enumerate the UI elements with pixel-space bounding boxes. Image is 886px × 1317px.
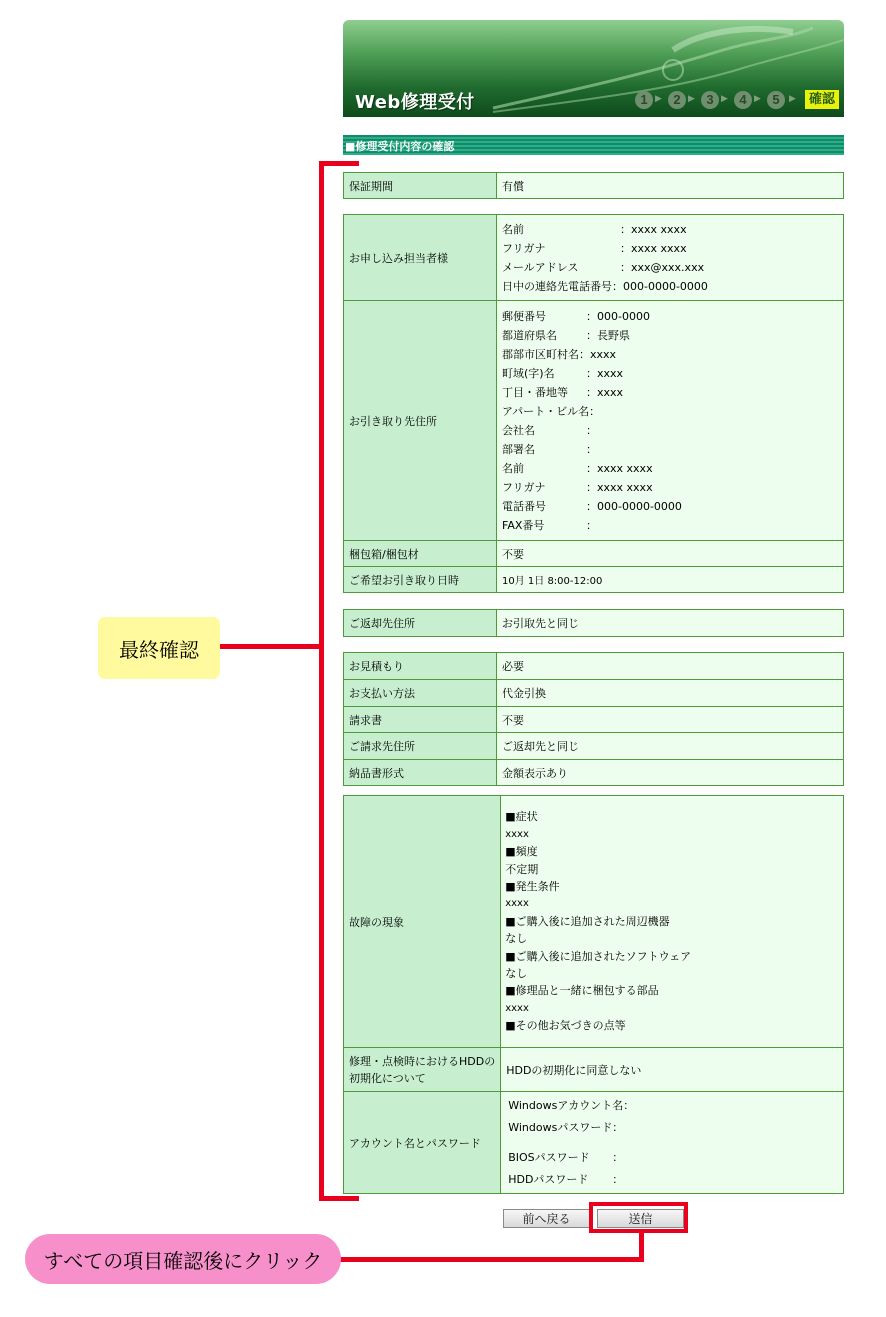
step-arrow-icon: ▶ bbox=[688, 94, 695, 104]
pickup-line: 町域(字)名 ：xxxx bbox=[502, 366, 624, 380]
pickup-label: お引き取り先住所 bbox=[344, 301, 497, 541]
packing-value: 不要 bbox=[497, 541, 844, 567]
table-row bbox=[344, 301, 844, 541]
pickup-line: アパート・ビル名： bbox=[502, 404, 601, 418]
symptom-line: xxxx bbox=[505, 828, 529, 840]
applicant-line: メールアドレス ：xxx@xxx.xxx bbox=[502, 260, 705, 274]
warranty-label: 保証期間 bbox=[344, 173, 497, 199]
contact-table bbox=[343, 214, 844, 593]
step-arrow-icon: ▶ bbox=[789, 94, 796, 104]
step-indicator-3: 3 bbox=[701, 91, 719, 109]
applicant-line: 日中の連絡先電話番号：000-0000-0000 bbox=[502, 279, 708, 293]
symptom-label: 故障の現象 bbox=[344, 796, 501, 1048]
applicant-label: お申し込み担当者様 bbox=[344, 215, 497, 301]
hdd-init-value: HDDの初期化に同意しない bbox=[501, 1048, 844, 1092]
table-row bbox=[344, 680, 844, 707]
pickup-line: 郵便番号 ：000-0000 bbox=[502, 309, 650, 323]
symptom-value bbox=[501, 796, 844, 1048]
invoice-value: 不要 bbox=[497, 707, 844, 733]
account-line: Windowsパスワード： bbox=[508, 1120, 624, 1134]
symptom-line: なし bbox=[505, 932, 528, 946]
billing-address-label: ご請求先住所 bbox=[344, 733, 497, 760]
account-label: アカウント名とパスワード bbox=[344, 1092, 501, 1194]
pickup-line: 丁目・番地等 ：xxxx bbox=[502, 385, 624, 399]
symptom-line: xxxx bbox=[505, 898, 529, 910]
table-row bbox=[344, 215, 844, 301]
applicant-line: フリガナ ：xxxx xxxx bbox=[502, 241, 687, 255]
step-arrow-icon: ▶ bbox=[655, 94, 662, 104]
delivery-note-label: 納品書形式 bbox=[344, 760, 497, 786]
billing-address-value: ご返却先と同じ bbox=[497, 733, 844, 760]
table-row bbox=[344, 1048, 844, 1092]
section-header bbox=[343, 135, 844, 155]
symptom-line: ■修理品と一緒に梱包する部品 bbox=[505, 984, 659, 998]
symptom-line: なし bbox=[505, 967, 528, 981]
table-row bbox=[344, 733, 844, 760]
click-note-callout: すべての項目確認後にクリック bbox=[25, 1234, 341, 1284]
pickup-line: 名前 ：xxxx xxxx bbox=[502, 461, 653, 475]
symptom-line: ■発生条件 bbox=[505, 879, 560, 893]
estimate-value: 必要 bbox=[497, 653, 844, 680]
packing-label: 梱包箱/梱包材 bbox=[344, 541, 497, 567]
return-address-value: お引取先と同じ bbox=[497, 610, 844, 637]
account-value bbox=[501, 1092, 844, 1194]
account-line: BIOSパスワード ： bbox=[508, 1150, 624, 1164]
symptom-line: ■ご購入後に追加された周辺機器 bbox=[505, 914, 670, 928]
annotation-bracket bbox=[319, 161, 324, 1201]
pickup-line: 郡部市区町村名：xxxx bbox=[502, 347, 617, 361]
account-line: Windowsアカウント名： bbox=[508, 1098, 635, 1112]
table-row bbox=[344, 567, 844, 593]
symptom-line: ■症状 bbox=[505, 810, 538, 824]
final-check-callout: 最終確認 bbox=[98, 617, 220, 679]
applicant-line: 名前 ：xxxx xxxx bbox=[502, 222, 687, 236]
payment-method-value: 代金引換 bbox=[497, 680, 844, 707]
step-indicator-confirm: 確認 bbox=[805, 90, 839, 109]
billing-table bbox=[343, 652, 844, 786]
symptom-line: 不定期 bbox=[505, 862, 539, 876]
symptom-table bbox=[343, 795, 844, 1194]
hdd-init-label: 修理・点検時におけるHDDの 初期化について bbox=[344, 1048, 501, 1092]
warranty-value: 有償 bbox=[497, 173, 844, 199]
annotation-connector bbox=[219, 644, 320, 649]
pickup-line: フリガナ ：xxxx xxxx bbox=[502, 480, 653, 494]
table-row bbox=[344, 707, 844, 733]
table-row bbox=[344, 541, 844, 567]
return-table bbox=[343, 609, 844, 637]
pickup-value bbox=[497, 301, 844, 541]
warranty-table bbox=[343, 172, 844, 199]
table-row bbox=[344, 796, 844, 1048]
pickup-line: 会社名 ： bbox=[502, 423, 597, 437]
back-button[interactable]: 前へ戻る bbox=[503, 1209, 590, 1228]
banner-title: Web修理受付 bbox=[355, 92, 475, 113]
pickup-date-value: 10月 1日 8:00-12:00 bbox=[497, 567, 844, 593]
step-indicator-1: 1 bbox=[635, 91, 653, 109]
header-banner bbox=[343, 20, 844, 117]
pickup-line: 部署名 ： bbox=[502, 442, 597, 456]
step-indicator-4: 4 bbox=[734, 91, 752, 109]
pickup-line: 都道府県名 ：長野県 bbox=[502, 328, 630, 342]
delivery-note-value: 金額表示あり bbox=[497, 760, 844, 786]
symptom-line: ■頻度 bbox=[505, 845, 538, 859]
step-indicator-5: 5 bbox=[767, 91, 785, 109]
applicant-value bbox=[497, 215, 844, 301]
payment-method-label: お支払い方法 bbox=[344, 680, 497, 707]
annotation-bracket-top bbox=[319, 161, 359, 166]
step-arrow-icon: ▶ bbox=[754, 94, 761, 104]
account-line: HDDパスワード ： bbox=[508, 1172, 624, 1186]
symptom-line: ■ご購入後に追加されたソフトウェア bbox=[505, 949, 692, 963]
table-row bbox=[344, 173, 844, 199]
step-indicator-2: 2 bbox=[668, 91, 686, 109]
send-button[interactable]: 送信 bbox=[597, 1209, 684, 1228]
return-address-label: ご返却先住所 bbox=[344, 610, 497, 637]
table-row bbox=[344, 610, 844, 637]
pickup-line: FAX番号 ： bbox=[502, 518, 597, 532]
annotation-bracket-bottom bbox=[319, 1196, 359, 1201]
step-arrow-icon: ▶ bbox=[721, 94, 728, 104]
table-row bbox=[344, 1092, 844, 1194]
pickup-line: 電話番号 ：000-0000-0000 bbox=[502, 499, 682, 513]
symptom-line: ■その他お気づきの点等 bbox=[505, 1019, 626, 1033]
table-row bbox=[344, 653, 844, 680]
pickup-date-label: ご希望お引き取り日時 bbox=[344, 567, 497, 593]
invoice-label: 請求書 bbox=[344, 707, 497, 733]
table-row bbox=[344, 760, 844, 786]
symptom-line: xxxx bbox=[505, 1002, 529, 1014]
estimate-label: お見積もり bbox=[344, 653, 497, 680]
section-title: ■修理受付内容の確認 bbox=[345, 140, 455, 153]
annotation-connector bbox=[337, 1257, 643, 1262]
